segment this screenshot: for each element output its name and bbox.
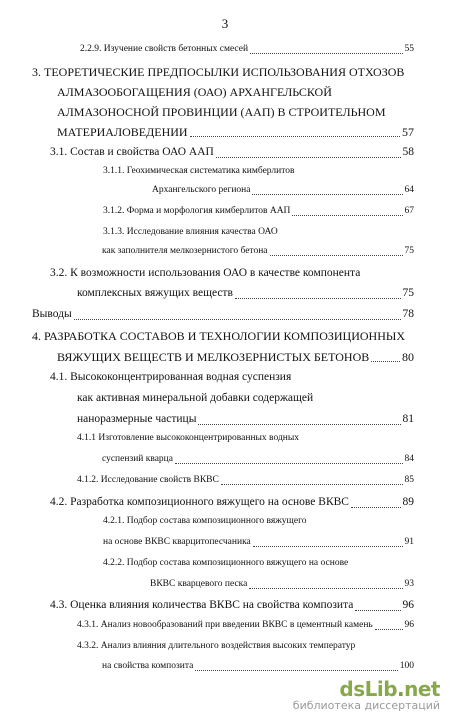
toc-entry-page: 75 — [402, 287, 414, 299]
toc-entry-title: 4.3.1. Анализ новообразований при введении ВКВС в цементный камень — [77, 620, 373, 630]
toc-entry-title: Выводы — [32, 308, 72, 320]
toc-entry-title: на основе ВКВС кварцитопесчаника — [103, 537, 251, 547]
toc-leader — [375, 629, 403, 630]
watermark-logo: dsLib.net — [339, 677, 440, 701]
toc-entry-title: 3.1.1. Геохимическая систематика кимберлитов — [103, 166, 295, 176]
toc-entry-title: 2.2.9. Изучение свойств бетонных смесей — [80, 44, 249, 54]
toc-entry-page: 64 — [404, 185, 414, 195]
toc-entry-title: 3. ТЕОРЕТИЧЕСКИЕ ПРЕДПОСЫЛКИ ИСПОЛЬЗОВАНИЯ ОТХОЗОВ — [32, 65, 405, 79]
toc-entry-page: 57 — [402, 125, 414, 139]
toc-leader — [270, 255, 403, 256]
toc-line — [103, 538, 251, 548]
toc-leader — [195, 670, 397, 671]
toc-line — [57, 126, 188, 138]
toc-line — [77, 642, 355, 652]
toc-entry-title: 4.3. Оценка влияния количества ВКВС на свойства композита — [50, 599, 354, 611]
toc-line — [150, 580, 247, 590]
toc-line — [77, 288, 233, 300]
toc-entry-page: 75 — [404, 246, 414, 256]
toc-entry-title: 4.1.2. Исследование свойств ВКВС — [77, 475, 219, 485]
toc-entry-title: как активная минеральной добавки содержащей — [77, 392, 314, 404]
toc-entry-title: МАТЕРИАЛОВЕДЕНИИ — [57, 125, 188, 139]
toc-line — [57, 86, 332, 98]
toc-leader — [355, 610, 400, 611]
toc-line — [50, 147, 214, 159]
toc-entry-page: 96 — [404, 620, 414, 630]
toc-entry-page: 89 — [402, 496, 414, 508]
toc-leader — [235, 298, 401, 299]
toc-entry-page: 58 — [402, 146, 414, 158]
toc-entry-title: 4.2. Разработка композиционного вяжущего на основе ВКВС — [50, 496, 349, 508]
toc-line — [77, 434, 299, 444]
toc-leader — [371, 361, 400, 362]
toc-entry-title: 3.1. Состав и свойства ОАО ААП — [50, 146, 214, 158]
toc-line — [77, 414, 196, 426]
toc-leader — [190, 136, 400, 137]
toc-line — [80, 45, 248, 55]
toc-leader — [249, 588, 402, 589]
toc-entry-page: 80 — [402, 350, 414, 364]
toc-entry-title: суспензий кварца — [102, 454, 173, 464]
toc-entry-title: 4.2.1. Подбор состава композиционного вяжущего — [103, 516, 307, 526]
toc-entry-page: 93 — [404, 579, 414, 589]
toc-entry-page: 91 — [404, 537, 414, 547]
toc-entry-title: комплексных вяжущих веществ — [77, 287, 233, 299]
toc-entry-title: ВЯЖУЩИХ ВЕЩЕСТВ И МЕЛКОЗЕРНИСТЫХ БЕТОНОВ — [57, 350, 370, 364]
toc-entry-title: 3.2. К возможности использования ОАО в качестве компонента — [50, 267, 361, 279]
toc-entry-title: на свойства композита — [102, 661, 194, 671]
toc-line — [32, 309, 72, 321]
toc-line — [57, 106, 386, 118]
toc-entry-page: 96 — [402, 599, 414, 611]
toc-leader — [250, 53, 402, 54]
toc-entry-page: 67 — [404, 206, 414, 216]
toc-line — [50, 268, 360, 280]
toc-line — [77, 393, 313, 405]
toc-leader — [74, 319, 401, 320]
toc-entry-title: наноразмерные частицы — [77, 413, 197, 425]
toc-line — [77, 621, 373, 631]
toc-line — [50, 600, 353, 612]
toc-entry-title: Архангельского региона — [152, 185, 251, 195]
page-number: 3 — [221, 16, 229, 31]
toc-entry-title: 4.1.1 Изготовление высококонцентрированных водных — [77, 433, 299, 443]
toc-leader — [292, 215, 402, 216]
toc-entry-page: 100 — [399, 661, 414, 671]
toc-entry-title: 3.1.2. Форма и морфология кимберлитов ААП — [103, 206, 291, 216]
toc-line — [102, 247, 268, 257]
watermark — [293, 677, 440, 712]
toc-entry-page: 78 — [402, 308, 414, 320]
toc-line — [103, 167, 295, 177]
toc-entry-title: 4.3.2. Анализ влияния длительного воздействия высоких температур — [77, 641, 356, 651]
toc-leader — [221, 484, 403, 485]
toc-line — [103, 228, 278, 238]
toc-leader — [252, 194, 402, 195]
toc-line — [50, 497, 349, 509]
toc-line — [50, 372, 291, 384]
toc-entry-page: 84 — [404, 454, 414, 464]
toc-entry-title: 3.1.3. Исследование влияния качества ОАО — [103, 227, 278, 237]
toc-entry-title: АЛМАЗООБОГАЩЕНИЯ (ОАО) АРХАНГЕЛЬСКОЙ — [57, 85, 332, 99]
toc-line — [32, 330, 405, 342]
toc-entry-title: как заполнителя мелкозернистого бетона — [102, 246, 268, 256]
toc-line — [32, 66, 404, 78]
toc-entry-title: АЛМАЗОНОСНОЙ ПРОВИНЦИИ (ААП) В СТРОИТЕЛЬНОМ — [57, 105, 386, 119]
toc-entry-page: 55 — [404, 44, 414, 54]
toc-entry-title: ВКВС кварцевого песка — [150, 579, 248, 589]
toc-line — [57, 351, 369, 363]
toc-leader — [216, 157, 401, 158]
toc-line — [103, 517, 306, 527]
toc-line — [102, 455, 173, 465]
toc-entry-page: 85 — [404, 475, 414, 485]
toc-leader — [198, 424, 400, 425]
toc-entry-page: 81 — [402, 413, 414, 425]
toc-entry-title: 4.2.2. Подбор состава композиционного вяжущего на основе — [103, 558, 349, 568]
watermark-tagline: библиотека диссертаций — [292, 699, 440, 712]
toc-line — [77, 476, 219, 486]
toc-leader — [175, 463, 403, 464]
toc-entry-title: 4.1. Высококонцентрированная водная суспензия — [50, 371, 292, 383]
toc-line — [103, 207, 290, 217]
toc-leader — [253, 546, 403, 547]
toc-line — [102, 662, 193, 672]
toc-entry-title: 4. РАЗРАБОТКА СОСТАВОВ И ТЕХНОЛОГИИ КОМПОЗИЦИОННЫХ — [32, 329, 406, 343]
toc-leader — [351, 507, 401, 508]
toc-line — [152, 186, 250, 196]
toc-line — [103, 559, 348, 569]
